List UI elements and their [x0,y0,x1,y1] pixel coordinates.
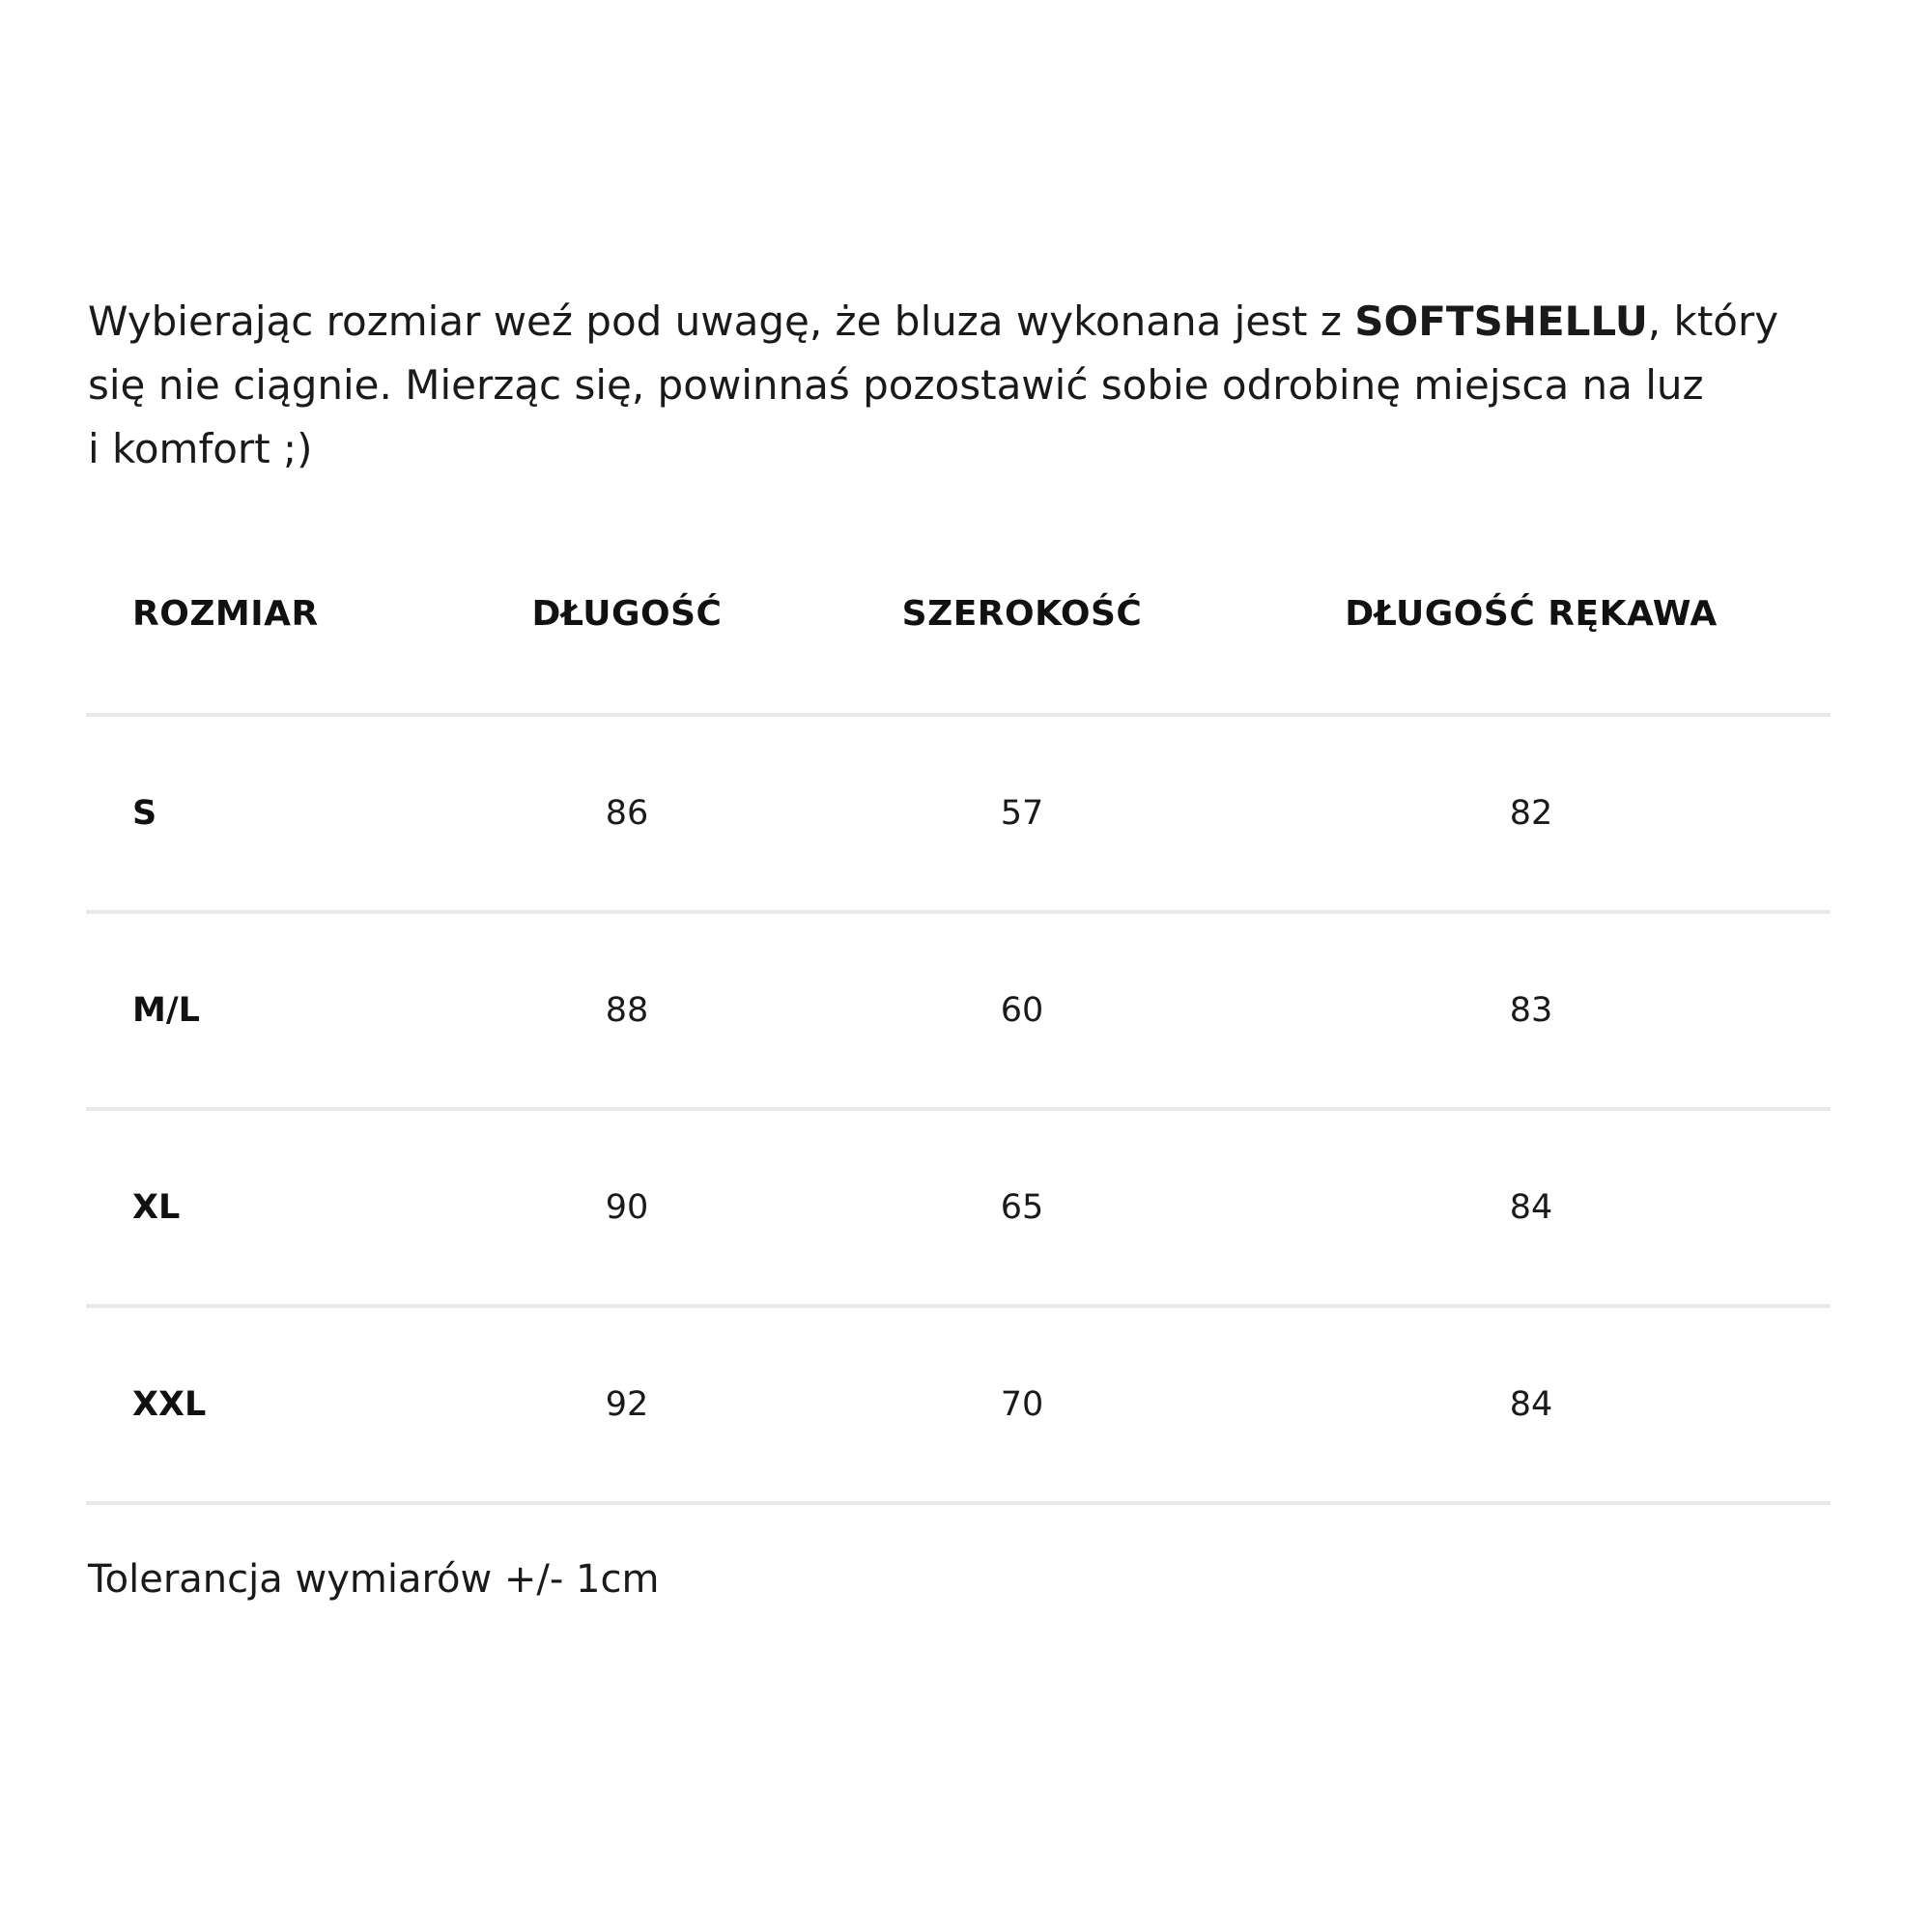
intro-line-1-end: , który [1647,298,1779,345]
table-row [86,1304,1831,1505]
intro-line-1-start: Wybierając rozmiar weź pod uwagę, że bluza wykonana jest z [88,298,1355,345]
table-row [86,713,1831,910]
intro-line-2: się nie ciągnie. Mierząc się, powinnaś pozostawić sobie odrobinę miejsca na luz [88,361,1704,409]
intro-line-1 [88,290,1875,354]
sleeve-cell: 84 [1509,1385,1553,1424]
width-cell: 70 [1000,1385,1044,1424]
intro-line-3: i komfort ;) [88,425,313,472]
size-table [86,541,1831,1505]
length-cell: 92 [605,1385,649,1424]
length-cell: 88 [605,991,649,1030]
tolerance-note: Tolerancja wymiarów +/- 1cm [88,1557,660,1602]
width-cell: 60 [1000,991,1044,1030]
width-cell: 65 [1000,1188,1044,1227]
header-length: DŁUGOŚĆ [531,594,723,634]
header-width: SZEROKOŚĆ [901,594,1143,634]
size-cell: M/L [132,991,200,1030]
table-header-row [86,541,1831,713]
length-cell: 90 [605,1188,649,1227]
table-row [86,1107,1831,1304]
header-size: ROZMIAR [132,594,319,634]
material-name: SOFTSHELLU [1354,298,1648,345]
length-cell: 86 [605,794,649,833]
header-sleeve-length: DŁUGOŚĆ RĘKAWA [1345,594,1718,634]
width-cell: 57 [1000,794,1044,833]
sleeve-cell: 83 [1509,991,1553,1030]
table-row [86,910,1831,1107]
intro-text [88,290,1875,481]
size-cell: XL [132,1188,181,1227]
size-cell: S [132,794,157,833]
sleeve-cell: 84 [1509,1188,1553,1227]
size-cell: XXL [132,1385,207,1424]
sleeve-cell: 82 [1509,794,1553,833]
